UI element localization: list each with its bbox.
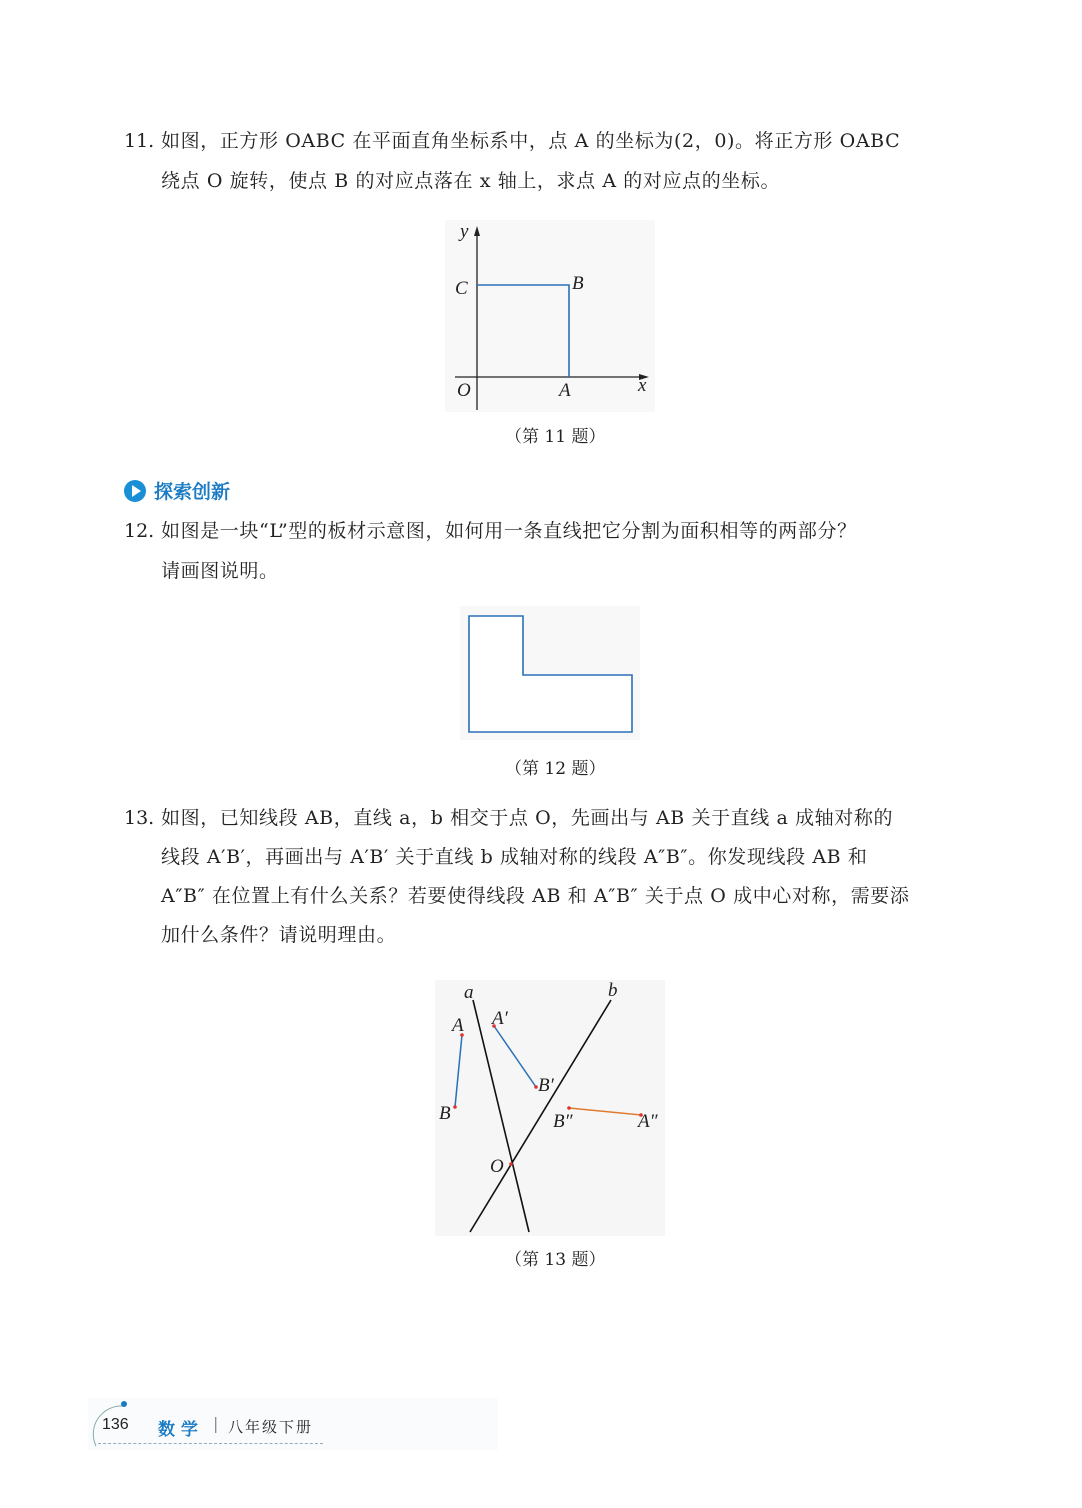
label-B-prime: B′ xyxy=(538,1075,554,1096)
page-footer xyxy=(88,1398,498,1450)
label-O: O xyxy=(490,1156,504,1177)
problem-text: 如图，正方形 OABC 在平面直角坐标系中，点 A 的坐标为(2，0)。将正方形 OABC xyxy=(161,130,901,152)
label-B: B xyxy=(439,1103,451,1124)
problem-text: 线段 A′B′，再画出与 A′B′ 关于直线 b 成轴对称的线段 A″B″。你发现线段 AB 和 xyxy=(161,846,868,868)
label-line-a: a xyxy=(464,982,474,1003)
problem-number: 13. xyxy=(124,807,155,829)
label-y: y xyxy=(460,221,469,242)
figure-caption: （第 11 题） xyxy=(505,427,606,447)
page-number: 136 xyxy=(102,1416,129,1433)
problem-number: 11. xyxy=(124,130,155,152)
footer-divider xyxy=(98,1443,323,1444)
section-heading-text: 探索创新 xyxy=(154,481,231,503)
problem-text: 如图是一块“L”型的板材示意图，如何用一条直线把它分割为面积相等的两部分？ xyxy=(161,520,857,542)
label-B-double-prime: B″ xyxy=(553,1111,573,1132)
problem-text: 如图，已知线段 AB，直线 a，b 相交于点 O，先画出与 AB 关于直线 a 成轴对称的 xyxy=(161,807,894,829)
label-C: C xyxy=(455,278,468,299)
problem-text: 绕点 O 旋转，使点 B 的对应点落在 x 轴上，求点 A 的对应点的坐标。 xyxy=(161,170,781,192)
problem-text: 加什么条件？请说明理由。 xyxy=(161,924,397,946)
play-icon xyxy=(124,480,146,502)
subject: 数 学 xyxy=(158,1420,198,1440)
section-heading xyxy=(124,477,230,504)
problem-text: 请画图说明。 xyxy=(161,560,279,582)
problem-text: A″B″ 在位置上有什么关系？若要使得线段 AB 和 A″B″ 关于点 O 成中心对称，需要添 xyxy=(161,885,910,907)
label-A-prime: A′ xyxy=(492,1008,508,1029)
separator: | xyxy=(213,1414,219,1433)
problem-number: 12. xyxy=(124,520,155,542)
book-title: 八年级下册 xyxy=(228,1418,314,1436)
label-A: A xyxy=(559,380,571,401)
label-line-b: b xyxy=(608,980,618,1001)
label-B: B xyxy=(572,273,584,294)
figure-caption: （第 12 题） xyxy=(505,759,606,779)
label-A: A xyxy=(452,1015,464,1036)
label-x: x xyxy=(638,375,647,396)
figure-caption: （第 13 题） xyxy=(505,1250,606,1270)
label-A-double-prime: A″ xyxy=(638,1111,658,1132)
label-O: O xyxy=(457,380,471,401)
